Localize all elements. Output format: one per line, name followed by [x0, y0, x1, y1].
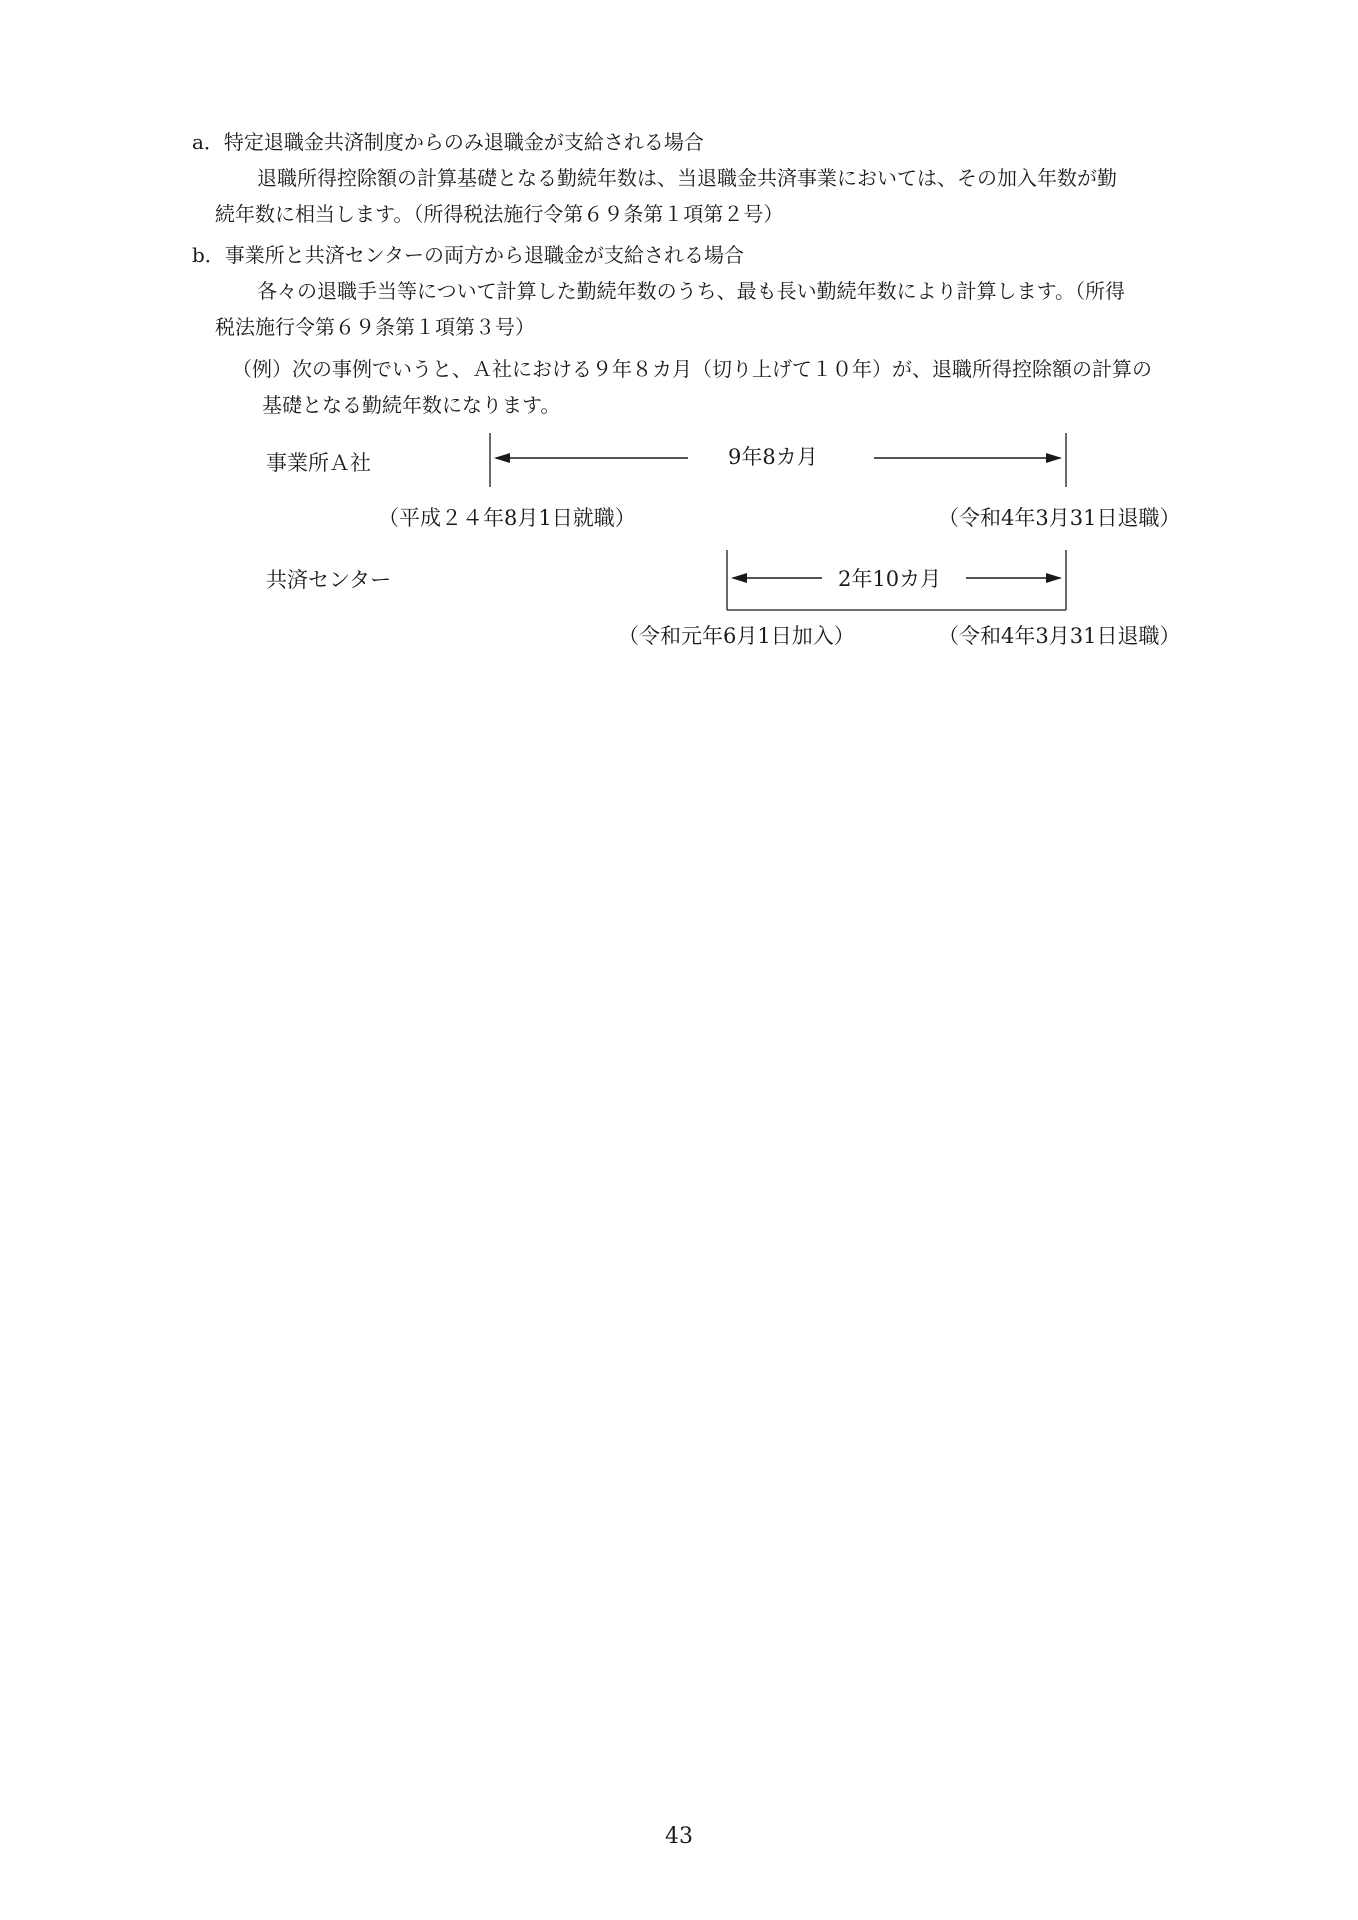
section-a-body-line-2: 続年数に相当します。（所得税法施行令第６９条第１項第２号）: [215, 202, 784, 226]
row1-duration: 9年8カ月: [728, 445, 818, 469]
row1-label: 事業所Ａ社: [266, 451, 371, 475]
row2-duration: 2年10カ月: [838, 567, 942, 591]
row2-end-date: （令和4年3月31日退職）: [938, 624, 1181, 648]
section-a-body-line-1: 退職所得控除額の計算基礎となる勤続年数は、当退職金共済事業においては、その加入年数が勤: [257, 166, 1117, 190]
row1-start-date: （平成２４年8月1日就職）: [378, 506, 636, 530]
section-b-body-line-2: 税法施行令第６９条第１項第３号）: [215, 315, 535, 339]
section-b-heading: b．事業所と共済センターの両方から退職金が支給される場合: [192, 243, 745, 267]
row1-left-arrowhead: [494, 453, 510, 463]
page-number: 43: [665, 1824, 693, 1849]
row2-label: 共済センター: [266, 568, 392, 592]
section-b-body-line-1: 各々の退職手当等について計算した勤続年数のうち、最も長い勤続年数により計算します。（所得: [257, 279, 1125, 303]
example-line-1: （例）次の事例でいうと、Ａ社における９年８カ月（切り上げて１０年）が、退職所得控除額の計算の: [232, 357, 1152, 381]
row1-end-date: （令和4年3月31日退職）: [938, 506, 1181, 530]
section-a-heading: a．特定退職金共済制度からのみ退職金が支給される場合: [192, 130, 704, 154]
row1-right-arrowhead: [1046, 453, 1062, 463]
row2-right-arrowhead: [1046, 573, 1062, 583]
row2-left-arrowhead: [731, 573, 747, 583]
row2-start-date: （令和元年6月1日加入）: [618, 624, 855, 648]
example-line-2: 基礎となる勤続年数になります。: [262, 393, 561, 417]
